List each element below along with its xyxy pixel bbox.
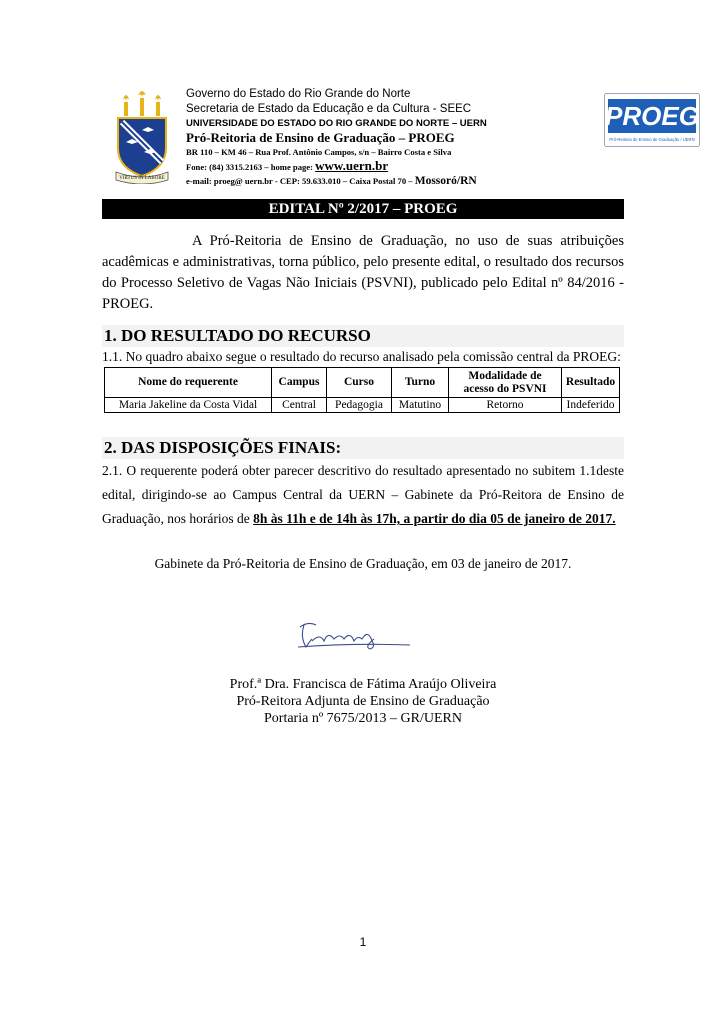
section-2-body: 2.1. O requerente poderá obter parecer descritivo do resultado apresentado no subitem 1.1deste edital, dirigindo-se ao Campus Central da UERN – Gabinete da Pró-Reitora de Ensino de Graduação, nos horários de (102, 463, 624, 526)
col-header-campus: Campus (272, 368, 327, 398)
pro-rectory-line: Pró-Reitoria de Ensino de Graduação – PROEG (186, 130, 455, 145)
section-1-text: 1.1. No quadro abaixo segue o resultado do recurso analisado pela comissão central da PROEG: (102, 349, 621, 364)
section-2-heading: 2. DAS DISPOSIÇÕES FINAIS: (102, 437, 624, 459)
handwritten-signature (294, 617, 412, 657)
edital-title: EDITAL Nº 2/2017 – PROEG (102, 199, 624, 219)
section-2-text (102, 459, 624, 531)
col-header-course: Curso (327, 368, 392, 398)
signer-role: Pró-Reitora Adjunta de Ensino de Graduação (236, 694, 490, 709)
signer-ordinance: Portaria nº 7675/2013 – GR/UERN (264, 711, 462, 726)
section-1-heading: 1. DO RESULTADO DO RECURSO (102, 325, 624, 347)
signer-block (102, 676, 624, 727)
cell-name: Maria Jakeline da Costa Vidal (105, 398, 272, 413)
intro-paragraph (102, 231, 624, 315)
svg-text:Pró-Reitoria de Ensino de Grad: Pró-Reitoria de Ensino de Graduação / UERN (609, 137, 695, 142)
cell-course: Pedagogia (327, 398, 392, 413)
col-header-result: Resultado (562, 368, 620, 398)
svg-text:VIRTUS IN LABORE: VIRTUS IN LABORE (119, 176, 165, 181)
address-line: BR 110 – KM 46 – Rua Prof. Antônio Campos, s/n – Bairro Costa e Silva (186, 147, 452, 157)
cell-result: Indeferido (562, 398, 620, 413)
closing-date-line: Gabinete da Pró-Reitoria de Ensino de Graduação, em 03 de janeiro de 2017. (154, 556, 572, 571)
phone-text: Fone: (84) 3315.2163 – home page: (186, 162, 316, 172)
contact-line (186, 174, 516, 188)
government-line: Governo do Estado do Rio Grande do Norte (186, 88, 411, 100)
university-crest-logo (114, 86, 170, 184)
university-line: UNIVERSIDADE DO ESTADO DO RIO GRANDE DO NORTE – UERN (186, 118, 487, 129)
contact-text: e-mail: proeg@ uern.br - CEP: 59.633.010 – Caixa Postal 70 – (186, 176, 415, 186)
table-header-row (105, 368, 620, 398)
letterhead (186, 87, 516, 188)
intro-text: A Pró-Reitoria de Ensino de Graduação, no uso de suas atribuições acadêmicas e administrativas, torna público, pelo presente edital, o resultado dos recursos do Processo Seletivo de Vagas Não Iniciais (PSVNI), publicado pelo Edital nº 84/2016 - PROEG. (102, 233, 624, 312)
city-text: Mossoró/RN (414, 175, 477, 187)
secretariat-line: Secretaria de Estado da Educação e da Cultura - SEEC (186, 103, 472, 115)
schedule-highlight: 8h às 11h e de 14h às 17h, a partir do dia 05 de janeiro de 2017. (253, 511, 616, 526)
page-number: 1 (359, 935, 367, 949)
col-header-modality: Modalidade de acesso do PSVNI (449, 368, 562, 398)
col-header-shift: Turno (392, 368, 449, 398)
proeg-logo (604, 93, 700, 147)
website-link[interactable]: www.uern.br (315, 158, 389, 173)
result-table (104, 367, 620, 413)
cell-campus: Central (272, 398, 327, 413)
cell-modality: Retorno (449, 398, 562, 413)
svg-text:PROEG: PROEG (605, 101, 699, 131)
cell-shift: Matutino (392, 398, 449, 413)
table-row (105, 398, 620, 413)
phone-line (186, 159, 516, 174)
signer-name: Prof.ª Dra. Francisca de Fátima Araújo Oliveira (229, 677, 497, 692)
col-header-name: Nome do requerente (105, 368, 272, 398)
